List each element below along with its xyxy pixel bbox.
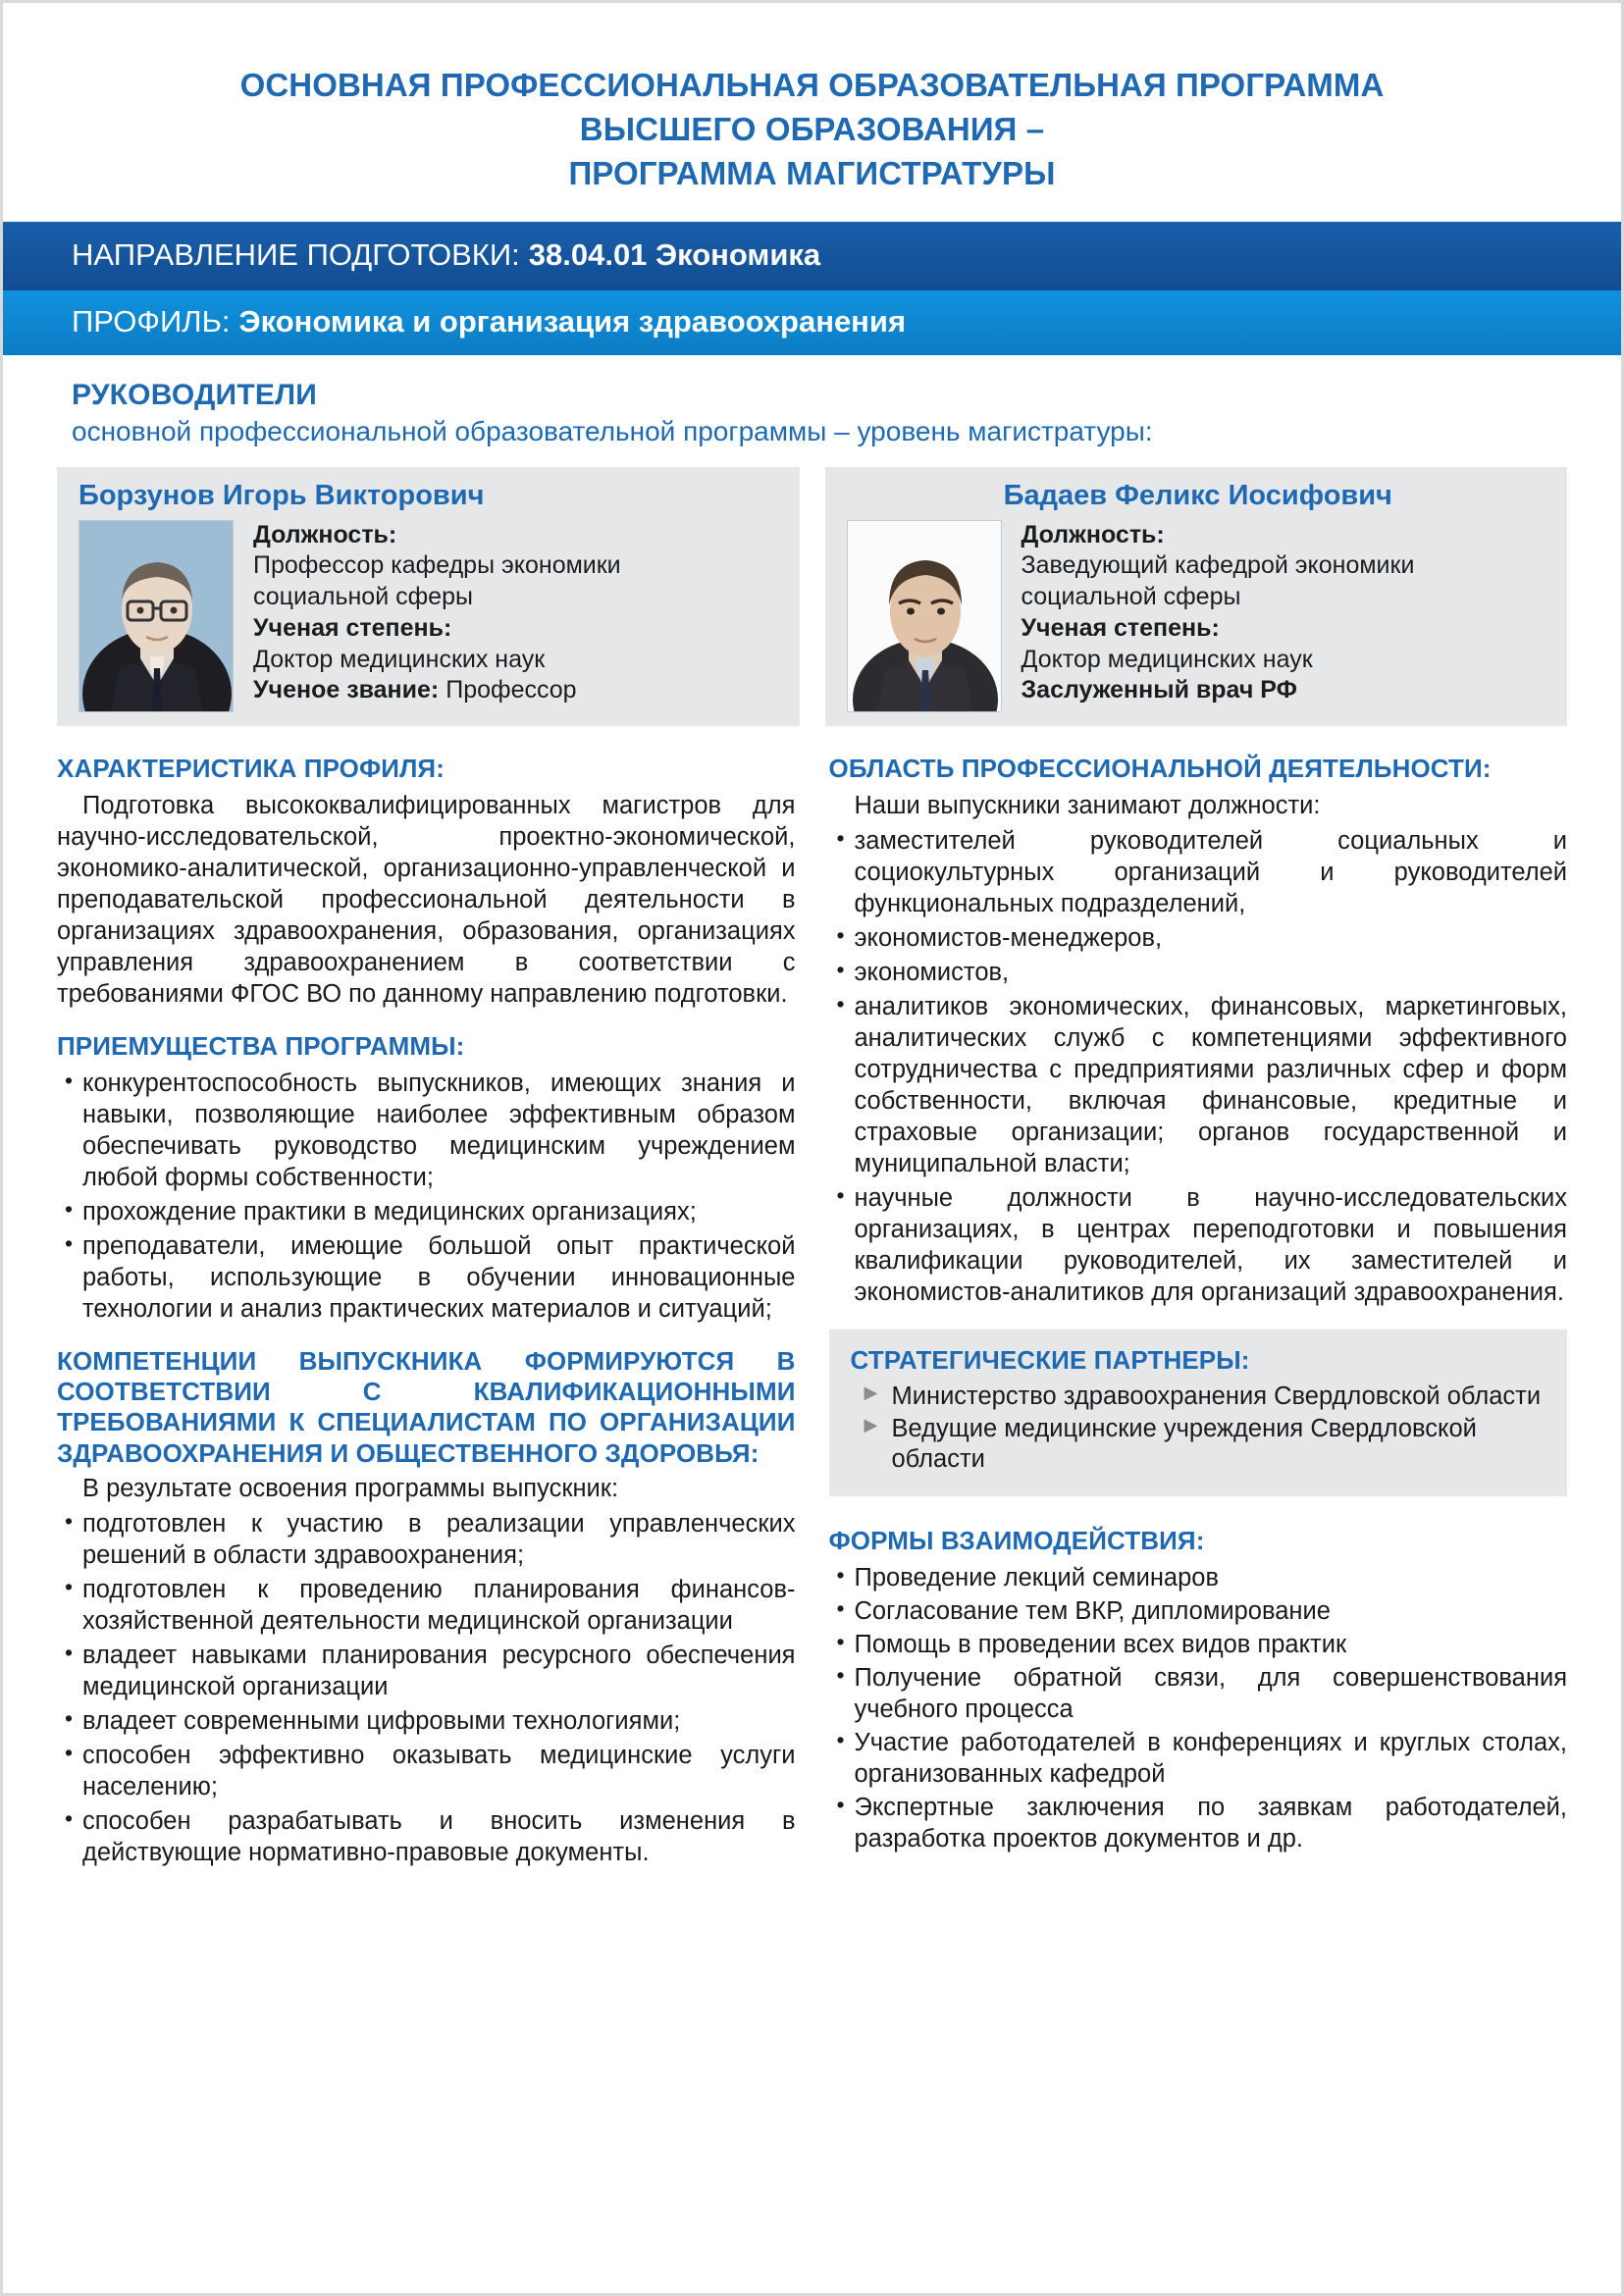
position-line-2: социальной сферы <box>253 583 473 611</box>
title-line-1: ОСНОВНАЯ ПРОФЕССИОНАЛЬНАЯ ОБРАЗОВАТЕЛЬНАЯ ПРОГРАММА <box>239 67 1385 103</box>
rank-label: Ученое звание: <box>253 676 440 704</box>
leader-card <box>57 467 800 726</box>
list-item: • заместителей руководителей социальных и социокультурных организаций и руководителей функциональных подразделений, <box>829 825 1568 919</box>
leaders-subtitle: основной профессиональной образовательной программы – уровень магистратуры: <box>72 415 1153 446</box>
leaders-title: РУКОВОДИТЕЛИ <box>72 378 318 411</box>
list-item: • Получение обратной связи, для совершенствования учебного процесса <box>829 1662 1568 1725</box>
profile-characteristic-text: Подготовка высококвалифицированных магистров для научно-исследовательской, проектно-экономической, экономико-аналитической, организационно-управленческой и преподавательской профессиональной деятельности в организациях здравоохранения, образования, организациях управления здравоохранением в соответствии с требованиями ФГОС ВО по данному направлению подготовки. <box>57 791 796 1008</box>
list-item: ▶ Ведущие медицинские учреждения Свердловской области <box>851 1414 1546 1475</box>
list-item: • Помощь в проведении всех видов практик <box>829 1629 1568 1660</box>
title-line-3: ПРОГРАММА МАГИСТРАТУРЫ <box>568 154 1056 191</box>
rank-value: Профессор <box>445 676 577 704</box>
leaders-header <box>3 355 1621 457</box>
section-heading-professional-area: ОБЛАСТЬ ПРОФЕССИОНАЛЬНОЙ ДЕЯТЕЛЬНОСТИ: <box>828 753 1492 783</box>
list-item: • владеет навыками планирования ресурсного обеспечения медицинской организации <box>57 1640 796 1702</box>
degree-value: Доктор медицинских наук <box>253 645 546 673</box>
position-line-1: Заведующий кафедрой экономики <box>1021 551 1415 580</box>
list-item: • научные должности в научно-исследовательских организациях, в центрах переподготовки и повышения квалификации руководителей, их заместителей и экономистов-аналитиков для организаций здравоохранения. <box>829 1182 1568 1308</box>
profile-band <box>3 290 1621 355</box>
title-line-2: ВЫСШЕГО ОБРАЗОВАНИЯ – <box>579 110 1045 147</box>
list-item: • способен эффективно оказывать медицинские услуги населению; <box>57 1740 796 1802</box>
degree-value: Доктор медицинских наук <box>1021 645 1313 673</box>
list-item: • конкурентоспособность выпускников, имеющих знания и навыки, позволяющие наиболее эффективным образом обеспечивать руководство медицинским учреждением любой формы собственности; <box>57 1068 796 1193</box>
list-item: • владеет современными цифровыми технологиями; <box>57 1705 796 1737</box>
leader-card <box>825 467 1568 726</box>
leader-details <box>1022 520 1550 712</box>
degree-label: Ученая степень: <box>253 613 452 642</box>
list-item: • экономистов, <box>829 957 1568 988</box>
list-item: • способен разрабатывать и вносить изменения в действующие нормативно-правовые документы. <box>57 1805 796 1868</box>
portrait-icon <box>79 521 234 712</box>
profile-label: ПРОФИЛЬ: <box>72 303 231 339</box>
list-item: • подготовлен к проведению планирования финансов-хозяйственной деятельности медицинской организации <box>57 1574 796 1637</box>
profile-value: Экономика и организация здравоохранения <box>238 303 907 339</box>
list-item: ▶ Министерство здравоохранения Свердловской области <box>851 1382 1546 1412</box>
list-item: • аналитиков экономических, финансовых, маркетинговых, аналитических служб с компетенциями эффективного сотрудничества с предприятиями различных сфер и форм собственности, включая финансовые, кредитные и страховые организации; органов государственной и муниципальной власти; <box>829 991 1568 1179</box>
position-line-2: социальной сферы <box>1021 583 1241 611</box>
direction-label: НАПРАВЛЕНИЕ ПОДГОТОВКИ: <box>72 236 520 272</box>
avatar <box>847 520 1002 712</box>
leader-name: Бадаев Феликс Иосифович <box>1003 479 1392 511</box>
section-heading-partners: СТРАТЕГИЧЕСКИЕ ПАРТНЕРЫ: <box>850 1344 1250 1375</box>
leader-details <box>253 520 782 712</box>
list-item: • подготовлен к участию в реализации управленческих решений в области здравоохранения; <box>57 1508 796 1571</box>
position-label: Должность: <box>253 520 397 548</box>
list-item: • Экспертные заключения по заявкам работодателей, разработка проектов документов и др. <box>829 1792 1568 1854</box>
direction-band <box>3 222 1621 290</box>
leader-name: Борзунов Игорь Викторович <box>79 479 485 511</box>
position-label: Должность: <box>1021 520 1165 548</box>
section-heading-profile-characteristic: ХАРАКТЕРИСТИКА ПРОФИЛЯ: <box>57 753 445 783</box>
list-item: • Согласование тем ВКР, дипломирование <box>829 1595 1568 1627</box>
page-title <box>3 3 1621 222</box>
section-heading-competences: КОМПЕТЕНЦИИ ВЫПУСКНИКА ФОРМИРУЮТСЯ В СООТВЕТСТВИИ С КВАЛИФИКАЦИОННЫМИ ТРЕБОВАНИЯМИ К СПЕЦИАЛИСТАМ ПО ОРГАНИЗАЦИИ ЗДРАВООХРАНЕНИЯ И ОБЩЕСТВЕННОГО ЗДОРОВЬЯ: <box>57 1345 796 1468</box>
left-column <box>57 754 796 1872</box>
position-line-1: Профессор кафедры экономики <box>253 551 621 580</box>
list-item: • Проведение лекций семинаров <box>829 1562 1568 1593</box>
degree-label: Ученая степень: <box>1021 613 1220 642</box>
advantages-list <box>57 1068 796 1325</box>
partners-list <box>851 1382 1546 1475</box>
cooperation-block <box>829 1526 1568 1854</box>
list-item: • преподаватели, имеющие большой опыт практической работы, использующие в обучении инновационные технологии и анализ практических материалов и ситуаций; <box>57 1230 796 1325</box>
list-item: • прохождение практики в медицинских организациях; <box>57 1196 796 1227</box>
list-item: • Участие работодателей в конференциях и круглых столах, организованных кафедрой <box>829 1727 1568 1790</box>
section-heading-advantages: ПРИЕМУЩЕСТВА ПРОГРАММЫ: <box>57 1030 465 1061</box>
competences-list <box>57 1508 796 1868</box>
right-column <box>829 754 1568 1872</box>
avatar <box>79 520 234 712</box>
professional-area-intro: Наши выпускники занимают должности: <box>854 791 1321 819</box>
portrait-icon <box>848 521 1002 712</box>
professional-area-list <box>829 825 1568 1308</box>
cooperation-list <box>829 1562 1568 1854</box>
rank-label: Заслуженный врач РФ <box>1021 676 1297 704</box>
direction-value: 38.04.01 Экономика <box>528 236 821 272</box>
partners-panel <box>829 1330 1568 1496</box>
competences-intro: В результате освоения программы выпускник: <box>82 1475 619 1503</box>
leaders-cards <box>3 457 1621 726</box>
section-heading-cooperation: ФОРМЫ ВЗАИМОДЕЙСТВИЯ: <box>828 1525 1205 1555</box>
list-item: • экономистов-менеджеров, <box>829 922 1568 954</box>
main-columns <box>3 726 1621 1872</box>
